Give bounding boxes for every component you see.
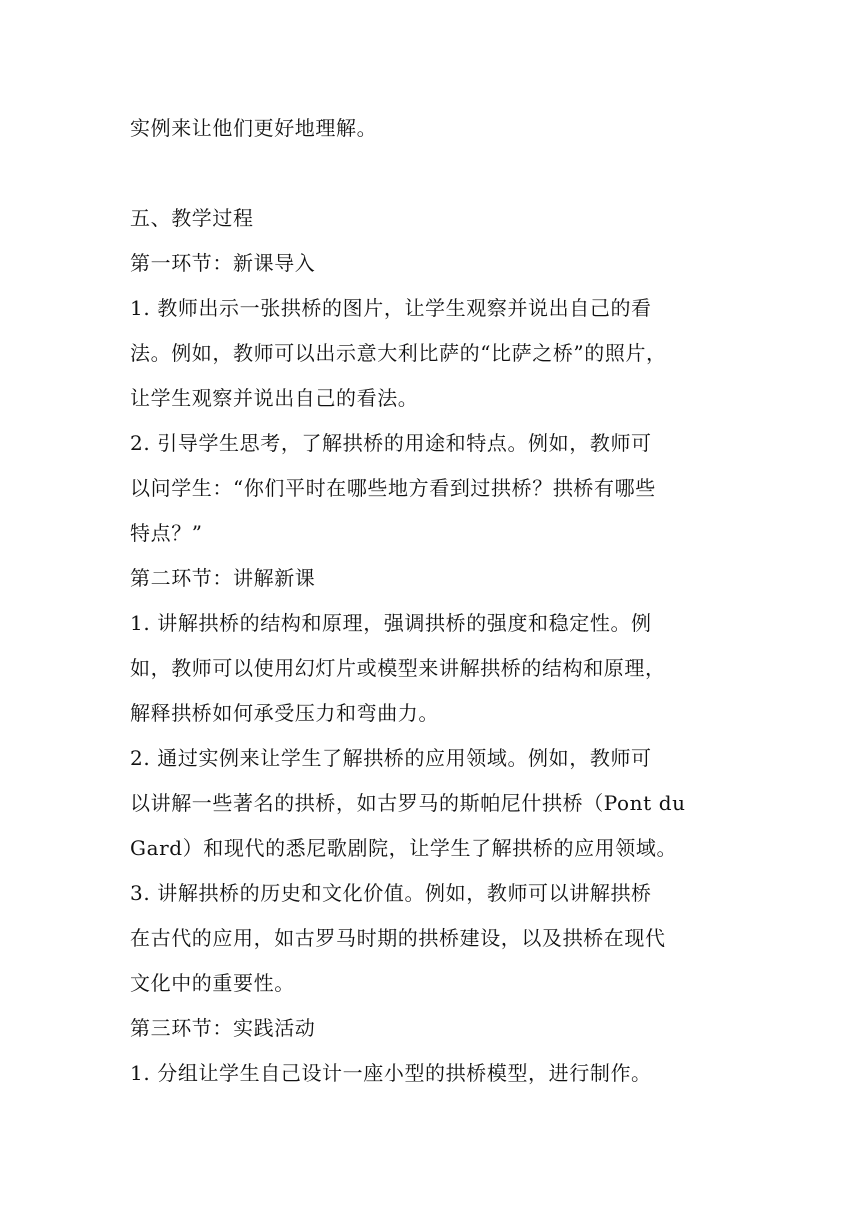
part3-item1-line1: 1. 分组让学生自己设计一座小型的拱桥模型，进行制作。 xyxy=(130,1061,652,1085)
part1-item1-line2: 法。例如，教师可以出示意大利比萨的“比萨之桥”的照片， xyxy=(130,341,667,365)
part2-item1-line3: 解释拱桥如何承受压力和弯曲力。 xyxy=(130,701,439,725)
part2-item1-line2: 如，教师可以使用幻灯片或模型来讲解拱桥的结构和原理， xyxy=(130,656,666,680)
paragraph-gap xyxy=(130,151,740,196)
part1-item2-line2: 以问学生：“你们平时在哪些地方看到过拱桥？拱桥有哪些 xyxy=(130,476,656,500)
part1-item2-line3: 特点？” xyxy=(130,521,203,545)
intro-tail-line: 实例来让他们更好地理解。 xyxy=(130,116,378,140)
part1-heading: 第一环节：新课导入 xyxy=(130,251,316,275)
part1-item2-line1: 2. 引导学生思考，了解拱桥的用途和特点。例如，教师可 xyxy=(130,431,652,455)
part2-item1-line1: 1. 讲解拱桥的结构和原理，强调拱桥的强度和稳定性。例 xyxy=(130,611,652,635)
part2-item3-line1: 3. 讲解拱桥的历史和文化价值。例如，教师可以讲解拱桥 xyxy=(130,881,652,905)
part1-item1-line3: 让学生观察并说出自己的看法。 xyxy=(130,386,419,410)
part2-item3-line2: 在古代的应用，如古罗马时期的拱桥建设，以及拱桥在现代 xyxy=(130,926,666,950)
part3-heading: 第三环节：实践活动 xyxy=(130,1016,316,1040)
part2-item2-line3: Gard）和现代的悉尼歌剧院，让学生了解拱桥的应用领域。 xyxy=(130,836,678,860)
part1-item1-line1: 1. 教师出示一张拱桥的图片，让学生观察并说出自己的看 xyxy=(130,296,652,320)
part2-item3-line3: 文化中的重要性。 xyxy=(130,971,295,995)
part2-item2-line1: 2. 通过实例来让学生了解拱桥的应用领域。例如，教师可 xyxy=(130,746,652,770)
part2-heading: 第二环节：讲解新课 xyxy=(130,566,316,590)
document-body xyxy=(130,106,740,1096)
part2-item2-line2: 以讲解一些著名的拱桥，如古罗马的斯帕尼什拱桥（Pont du xyxy=(130,791,686,815)
section-title: 五、教学过程 xyxy=(130,206,254,230)
